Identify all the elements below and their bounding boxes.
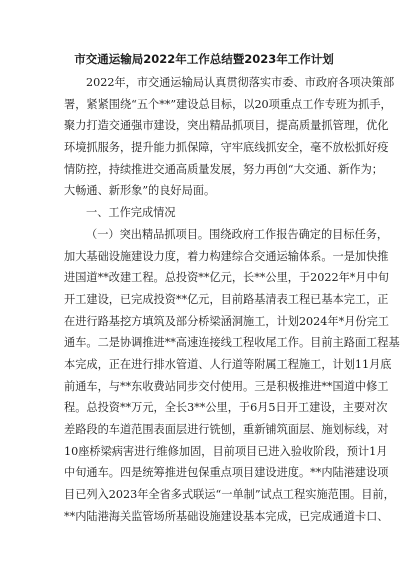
paragraph-line: **内陆港海关监管场所基础设施建设基本完成，已完成通道卡口、 xyxy=(64,509,389,523)
paragraph-line: 聚力打造交通强市建设，突出精品抓项目，提高质量抓管理，优化 xyxy=(64,119,389,133)
paragraph-line: 10座桥梁病害进行维修加固，目前项目已进入验收阶段，预计1月 xyxy=(64,444,388,458)
paragraph-line: 目已列入2023年全省多式联运“一单制”试点工程实施范围。目前， xyxy=(64,488,395,502)
paragraph-line: 差路段的车道范围表面层进行铣刨，重新铺筑面层、施划标线，对 xyxy=(64,423,389,436)
paragraph-line: （一）突出精品抓项目。围绕政府工作报告确定的目标任务， xyxy=(86,227,389,241)
paragraph-line: 开工建设，已完成投资**亿元，目前路基清表工程已基本完工，正 xyxy=(64,292,389,306)
paragraph-line: 通车。二是协调推进**高速连接线工程收尾工作。目前主路面工程基 xyxy=(64,336,400,350)
paragraph-line: 署，紧紧围绕“五个**”建设总目标，以20项重点工作专班为抓手， xyxy=(64,97,392,111)
paragraph-line: 大畅通、新形象”的良好局面。 xyxy=(64,184,216,198)
document-body xyxy=(64,72,400,527)
paragraph-line: 加大基础设施建设力度，着力构建综合交通运输体系。一是加快推 xyxy=(64,249,389,263)
paragraph-line: 程。总投资**万元，全长3**公里，于6月5日开工建设，主要对次 xyxy=(64,401,388,415)
section-heading: 一、工作完成情况 xyxy=(86,206,176,220)
paragraph-line: 中旬通车。四是统筹推进包保重点项目建设进度。**内陆港建设项 xyxy=(64,466,389,480)
paragraph-line: 环境抓服务，提升能力抓保障，守牢底线抓安全，毫不放松抓好疫 xyxy=(64,141,389,155)
paragraph-line: 情防控，持续推进交通高质量发展，努力再创“大交通、新作为； xyxy=(64,162,383,176)
paragraph-line: 2022年，市交通运输局认真贯彻落实市委、市政府各项决策部 xyxy=(86,76,395,89)
document-title: 市交通运输局2022年工作总结暨2023年工作计划 xyxy=(74,52,334,66)
paragraph-line: 本完成，正在进行排水管道、人行道等附属工程施工，计划11月底 xyxy=(64,357,392,371)
paragraph-line: 前通车，与**东收费站同步交付使用。三是积极推进**国道中修工 xyxy=(64,379,389,393)
paragraph-line: 在进行路基挖方填筑及部分桥梁涵洞施工，计划2024年*月份完工 xyxy=(64,314,389,328)
paragraph-line: 进国道**改建工程。总投资**亿元，长**公里，于2022年*月中旬 xyxy=(64,271,389,285)
